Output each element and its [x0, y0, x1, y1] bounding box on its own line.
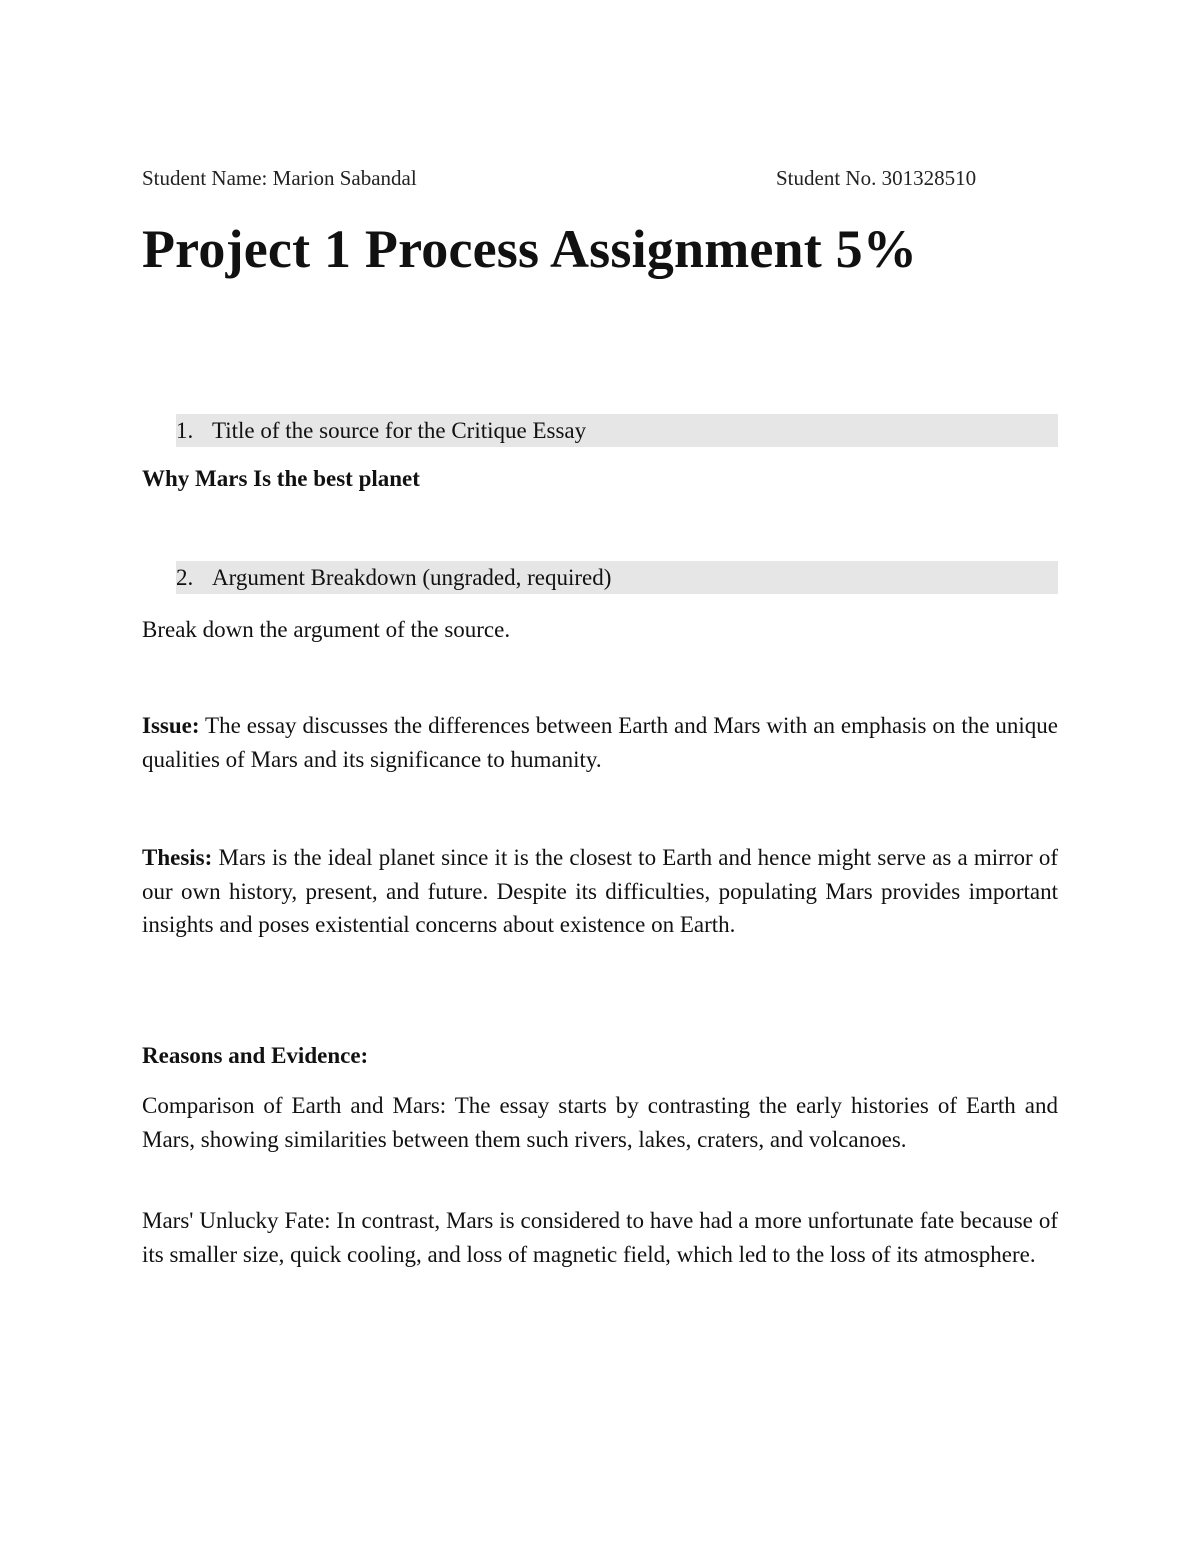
reasons-heading: Reasons and Evidence: — [142, 1043, 369, 1068]
section-heading-2 — [176, 561, 1058, 594]
section-heading-1 — [176, 414, 1058, 447]
source-title-answer: Why Mars Is the best planet — [142, 466, 420, 491]
issue-label: Issue: — [142, 713, 200, 738]
student-number: Student No. 301328510 — [776, 166, 977, 190]
comparison-paragraph: Comparison of Earth and Mars: The essay starts by contrasting the early histories of Earth and Mars, showing similarities between them such rivers, lakes, craters, and volcanoes. — [142, 1093, 1058, 1152]
header-line — [142, 166, 1058, 194]
breakdown-prompt: Break down the argument of the source. — [142, 617, 511, 642]
section-heading-text-2: Argument Breakdown (ungraded, required) — [212, 565, 612, 590]
student-name: Student Name: Marion Sabandal — [142, 166, 417, 190]
thesis-label: Thesis: — [142, 845, 213, 870]
section-heading-text-1: Title of the source for the Critique Essay — [212, 418, 587, 443]
page-title: Project 1 Process Assignment 5% — [142, 219, 918, 279]
thesis-text: Mars is the ideal planet since it is the closest to Earth and hence might serve as a mirror of our own history, present, and future. Despite its difficulties, populating Mars provides important insights and poses existential concerns about existence on Earth. — [142, 845, 1058, 937]
section-number-2: 2. — [176, 565, 194, 590]
mars-fate-paragraph: Mars' Unlucky Fate: In contrast, Mars is considered to have had a more unfortunate fate because of its smaller size, quick cooling, and loss of magnetic field, which led to the loss of its atmosphere. — [142, 1208, 1058, 1267]
section-number-1: 1. — [176, 418, 194, 443]
issue-paragraph — [142, 709, 1058, 776]
issue-text: The essay discusses the differences between Earth and Mars with an emphasis on the unique qualities of Mars and its significance to humanity. — [142, 713, 1058, 772]
thesis-paragraph — [142, 841, 1058, 942]
